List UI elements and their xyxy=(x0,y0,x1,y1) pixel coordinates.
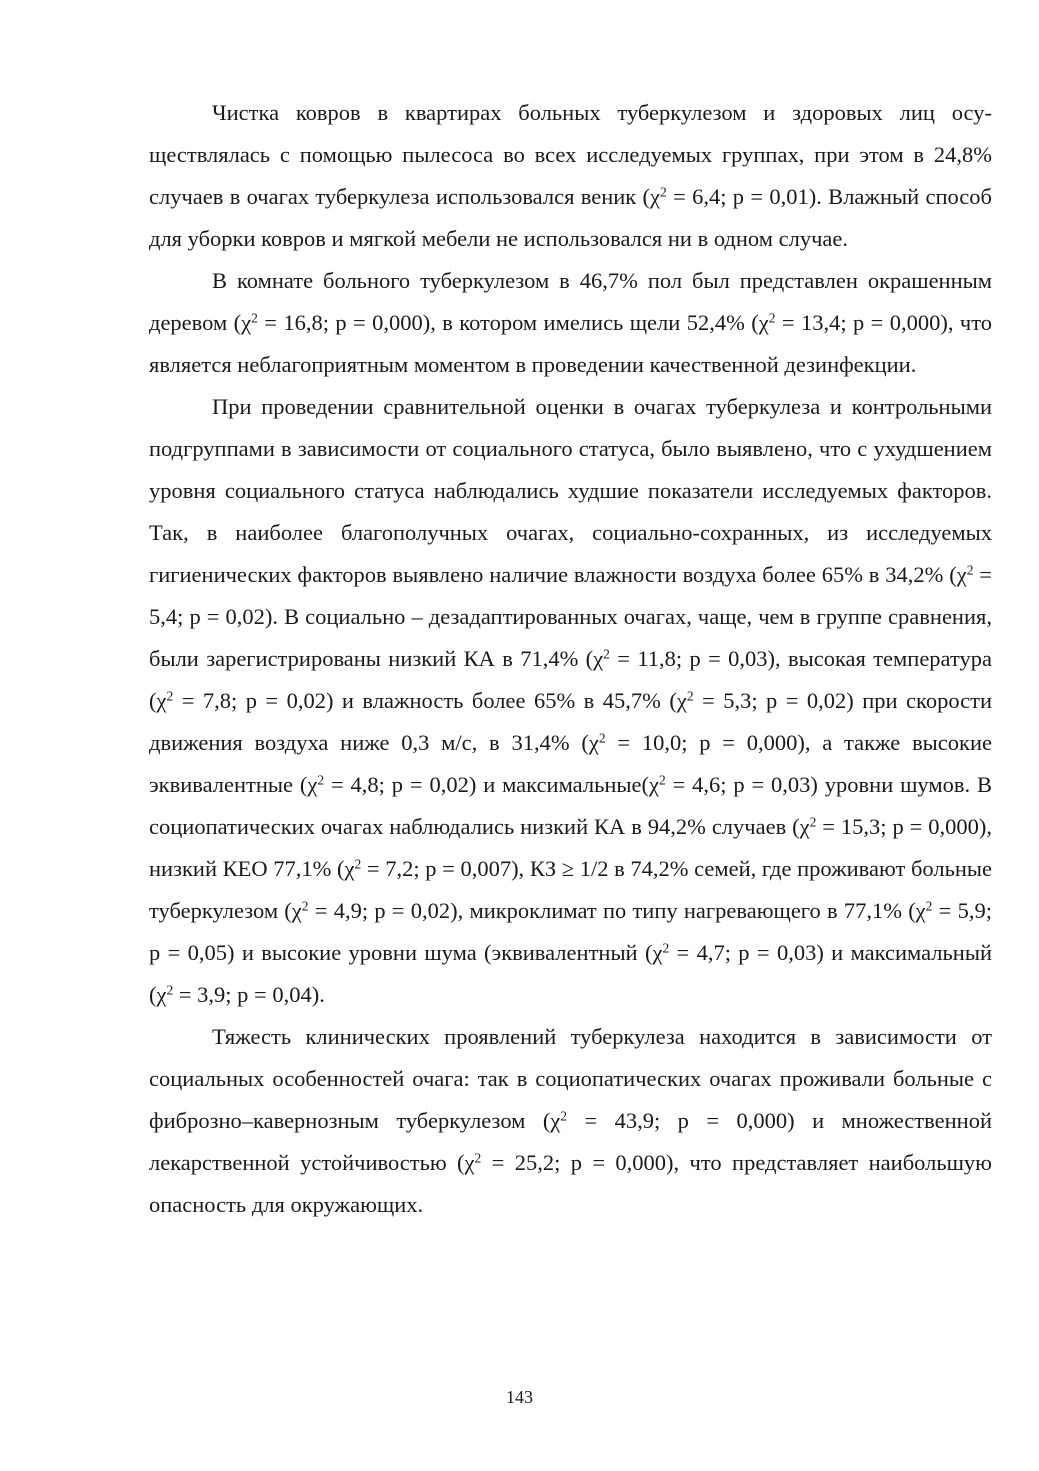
text-run: = 11,8; р = 0,03), высокая температура (χ xyxy=(149,646,992,713)
superscript: 2 xyxy=(662,940,670,956)
text-run: = 4,7; р = 0,03) и максимальный (χ xyxy=(149,940,992,1007)
superscript: 2 xyxy=(251,310,258,326)
text-run: = 25,2; р = 0,000), что представляет наибольшую опасность для окружающих. xyxy=(149,1150,992,1217)
text-run: = 15,3; р = 0,000), низкий КЕО 77,1% (χ xyxy=(149,814,992,881)
text-run: = 13,4; р = 0,000), что является неблагоприятным моментом в проведении качественной дезинфекции. xyxy=(149,310,992,377)
text-run: Чистка ковров в квартирах больных туберкулезом и здоровых лиц осуществлялась с помощью пылесоса во всех исследуемых группах, при этом в 24,8% случаев в очагах туберкулеза использовался веник (χ xyxy=(149,100,992,209)
superscript: 2 xyxy=(354,856,362,872)
text-run: При проведении сравнительной оценки в очагах туберкулеза и контрольными подгруппами в зависимости от социального статуса, было выявлено, что с ухудшением уровня социального статуса наблюдались худшие показатели исследуемых факторов. Так, в наиболее благополучных очагах, социально-сохранных, из исследуемых гигиенических факторов выявлено наличие влажности воздуха более 65% в 34,2% (χ xyxy=(149,394,992,587)
superscript: 2 xyxy=(317,772,325,788)
text-run: = 7,8; р = 0,02) и влажность более 65% в 45,7% (χ xyxy=(173,688,687,713)
superscript: 2 xyxy=(166,982,174,998)
text-run: = 43,9; р = 0,000) и множественной лекарственной устойчивостью (χ xyxy=(149,1108,992,1175)
superscript: 2 xyxy=(301,898,309,914)
text-run: = 4,8; р = 0,02) и максимальные(χ xyxy=(324,772,659,797)
page-number: 143 xyxy=(506,1387,533,1407)
superscript: 2 xyxy=(166,688,174,704)
text-run: = 4,9; р = 0,02), микроклимат по типу нагревающего в 77,1% (χ xyxy=(308,898,926,923)
superscript: 2 xyxy=(686,688,694,704)
superscript: 2 xyxy=(598,730,606,746)
superscript: 2 xyxy=(660,184,667,200)
text-run: = 5,4; р = 0,02). В социально – дезадаптированных очагах, чаще, чем в группе сравнения, были зарегистрированы низкий КА в 71,4% (χ xyxy=(149,562,992,671)
text-run: В комнате больного туберкулезом в 46,7% пол был представлен окрашенным деревом (χ xyxy=(149,268,992,335)
superscript: 2 xyxy=(809,814,817,830)
superscript: 2 xyxy=(560,1108,568,1124)
text-run: = 5,9; р = 0,05) и высокие уровни шума (эквивалентный (χ xyxy=(149,898,992,965)
superscript: 2 xyxy=(925,898,933,914)
superscript: 2 xyxy=(603,646,610,662)
text-run: Тяжесть клинических проявлений туберкулеза находится в зависимости от социальных особенностей очага: так в социопатических очагах проживали больные с фиброзно–кавернозным туберкулезом (χ xyxy=(149,1024,992,1133)
text-run: = 4,6; р = 0,03) уровни шумов. В социопатических очагах наблюдались низкий КА в 94,2% случаев (χ xyxy=(149,772,992,839)
text-run: = 10,0; р = 0,000), а также высокие эквивалентные (χ xyxy=(149,730,993,797)
superscript: 2 xyxy=(768,310,776,326)
text-run: = 6,4; р = 0,01). Влажный способ для уборки ковров и мягкой мебели не использовался ни в одном случае. xyxy=(149,184,992,251)
superscript: 2 xyxy=(658,772,666,788)
body-text xyxy=(149,92,992,1226)
text-run: = 16,8; р = 0,000), в котором имелись щели 52,4% (χ xyxy=(257,310,769,335)
superscript: 2 xyxy=(474,1150,482,1166)
superscript: 2 xyxy=(966,562,974,578)
text-run: = 7,2; р = 0,007), КЗ ≥ 1/2 в 74,2% семей, где проживают больные туберкулезом (χ xyxy=(149,856,992,923)
text-run: = 3,9; р = 0,04). xyxy=(173,982,325,1007)
paragraph xyxy=(149,1016,992,1226)
paragraph xyxy=(149,260,992,386)
text-run: = 5,3; р = 0,02) при скорости движения воздуха ниже 0,3 м/с, в 31,4% (χ xyxy=(149,688,992,755)
paragraph xyxy=(149,386,992,1016)
paragraph xyxy=(149,92,992,260)
